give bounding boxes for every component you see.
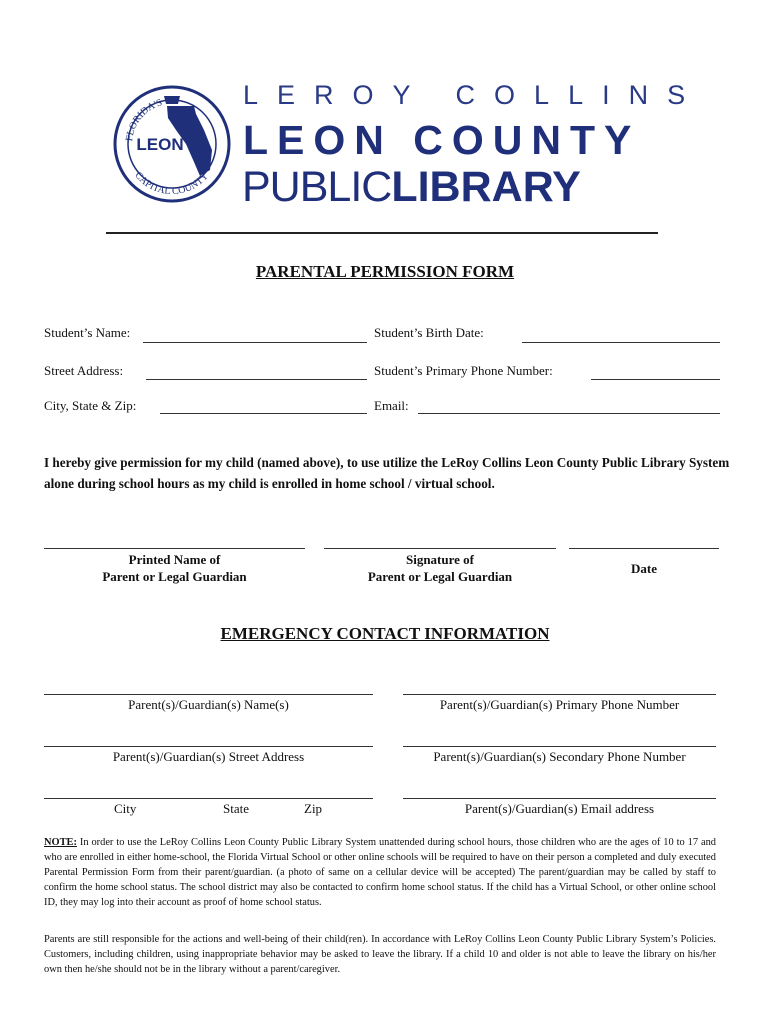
county-seal-logo xyxy=(112,84,232,204)
city-state-zip-label: City, State & Zip: xyxy=(44,398,137,413)
signature-line1: Signature of xyxy=(405,552,474,567)
guardian-name-field[interactable] xyxy=(44,694,373,695)
guardian-primary-phone-field[interactable] xyxy=(403,694,716,695)
guardian-city-state-zip-field[interactable] xyxy=(44,798,373,799)
signature-field[interactable] xyxy=(324,548,556,549)
brand-line-1: LEROY COLLINS xyxy=(243,80,705,110)
city-state-zip-field[interactable] xyxy=(160,413,367,414)
seal-bottom-text: CAPITAL COUNTY xyxy=(132,169,211,198)
form-title: PARENTAL PERMISSION FORM xyxy=(255,262,515,281)
signature-label xyxy=(324,551,556,585)
brand-library: LIBRARY xyxy=(391,163,581,211)
student-name-label: Student’s Name: xyxy=(44,325,131,340)
permission-statement: I hereby give permission for my child (named above), to use utilize the LeRoy Collins Leon County Public Library System alone during school hours as my child is enrolled in home school / virtual school. xyxy=(44,455,730,491)
date-label: Date xyxy=(631,561,657,576)
printed-name-line1: Printed Name of xyxy=(128,552,221,567)
note-paragraph xyxy=(44,835,716,910)
primary-phone-label: Student’s Primary Phone Number: xyxy=(374,363,553,378)
city-label: City xyxy=(114,801,137,816)
printed-name-label xyxy=(44,551,305,585)
email-field[interactable] xyxy=(418,413,720,414)
guardian-street-field[interactable] xyxy=(44,746,373,747)
brand-line-2: LEON COUNTY xyxy=(243,117,641,163)
printed-name-field[interactable] xyxy=(44,548,305,549)
email-label: Email: xyxy=(374,398,409,413)
brand-public: PUBLIC xyxy=(242,163,392,211)
guardian-primary-phone-label: Parent(s)/Guardian(s) Primary Phone Number xyxy=(439,697,680,712)
birth-date-field[interactable] xyxy=(522,342,720,343)
guardian-email-field[interactable] xyxy=(403,798,716,799)
header-divider xyxy=(106,232,658,234)
guardian-email-label: Parent(s)/Guardian(s) Email address xyxy=(464,801,655,816)
street-address-label: Street Address: xyxy=(44,363,124,378)
zip-label: Zip xyxy=(304,801,323,816)
seal-center-text: LEON xyxy=(136,135,184,154)
note-label: NOTE: xyxy=(44,837,77,848)
printed-name-line2: Parent or Legal Guardian xyxy=(102,569,247,584)
guardian-name-label: Parent(s)/Guardian(s) Name(s) xyxy=(128,697,289,712)
guardian-secondary-phone-field[interactable] xyxy=(403,746,716,747)
signature-line2: Parent or Legal Guardian xyxy=(367,569,513,584)
primary-phone-field[interactable] xyxy=(591,379,720,380)
responsibility-paragraph: Parents are still responsible for the actions and well-being of their child(ren). In accordance with LeRoy Collins Leon County Public Library System’s Policies. Customers, including children, using inappropriate behavior may be asked to leave the library. If a child 10 and older is not able to leave the library on his/her own then he/she should not be in the library without a parent/caregiver. xyxy=(44,934,716,975)
guardian-street-label: Parent(s)/Guardian(s) Street Address xyxy=(112,749,305,764)
student-name-field[interactable] xyxy=(143,342,367,343)
street-address-field[interactable] xyxy=(146,379,367,380)
guardian-secondary-phone-label: Parent(s)/Guardian(s) Secondary Phone Number xyxy=(433,749,686,764)
date-field[interactable] xyxy=(569,548,719,549)
seal-top-text: FLORIDA'S xyxy=(124,97,164,142)
brand-line-3 xyxy=(242,163,581,212)
emergency-title: EMERGENCY CONTACT INFORMATION xyxy=(220,624,550,643)
state-label: State xyxy=(223,801,249,816)
note-text: In order to use the LeRoy Collins Leon County Public Library System unattended during school hours, those children who are the ages of 10 to 17 and who are enrolled in either home-school, the Florida Virtual School or other online schools will be required to have on their person a completed and duly executed Parental Permission Form from their parent/guardian. (a photo of same on a cellular device will be accepted) The parent/guardian may be called by staff to confirm the home school status. The school district may also be contacted to confirm home school status. If the child has a Virtual School, or other online school ID, they may log into their account as proof of home school status. xyxy=(44,837,716,908)
birth-date-label: Student’s Birth Date: xyxy=(374,325,484,340)
